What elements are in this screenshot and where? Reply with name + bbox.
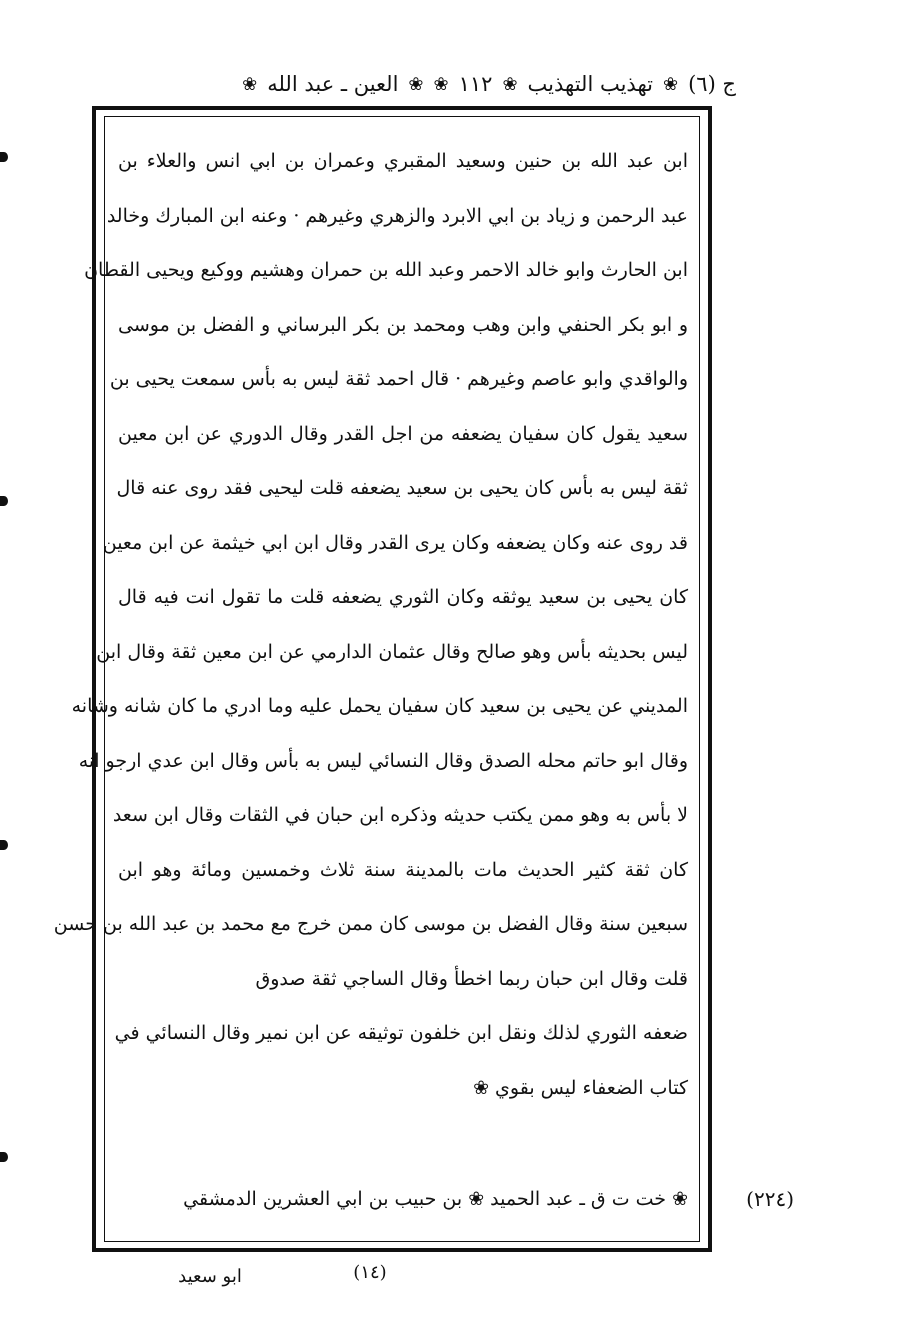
volume-label: ج (٦) <box>688 72 736 96</box>
signature-mark: (١٤) <box>353 1262 387 1283</box>
page-number: ١١٢ <box>458 72 493 96</box>
text-line: وقال ابو حاتم محله الصدق وقال النسائي ليس به بأس وقال ابن عدي ارجو انه <box>78 749 688 772</box>
text-line: لا بأس به وهو ممن يكتب حديثه وذكره ابن حبان في الثقات وقال ابن سعد <box>112 804 688 826</box>
ornament-icon: ❀ <box>408 73 424 95</box>
text-line: ليس بحديثه بأس وهو صالح وقال عثمان الدارمي عن ابن معين ثقة وقال ابن <box>96 640 688 663</box>
text-line: كتاب الضعفاء ليس بقوي ❀ <box>473 1076 688 1099</box>
text-line: عبد الرحمن و زياد بن ابي الابرد والزهري وغيرهم · وعنه ابن المبارك وخالد <box>106 204 688 227</box>
ornament-icon: ❀ <box>502 73 518 95</box>
text-line: سبعين سنة وقال الفضل بن موسى كان ممن خرج مع محمد بن عبد الله بن حسن <box>53 913 688 935</box>
ornament-icon: ❀ <box>242 73 258 95</box>
text-line: كان يحيى بن سعيد يوثقه وكان الثوري يضعفه قلت ما تقول انت فيه قال <box>118 586 688 608</box>
text-line: كان ثقة كثير الحديث مات بالمدينة سنة ثلاث وخمسين ومائة وهو ابن <box>118 858 688 881</box>
text-line: والواقدي وابو عاصم وغيرهم · قال احمد ثقة ليس به بأس سمعت يحيى بن <box>109 368 688 390</box>
catchword: ابو سعيد <box>178 1266 242 1287</box>
text-line: سعيد يقول كان سفيان يضعفه من اجل القدر وقال الدوري عن ابن معين <box>118 422 688 445</box>
text-line: قلت وقال ابن حبان ربما اخطأ وقال الساجي ثقة صدوق <box>255 967 688 990</box>
text-line: قد روى عنه وكان يضعفه وكان يرى القدر وقال ابن ابي خيثمة عن ابن معين <box>102 531 688 554</box>
margin-mark <box>0 152 8 162</box>
text-line: ابن الحارث وابو خالد الاحمر وعبد الله بن حمران وهشيم ووكيع ويحيى القطان <box>84 259 688 281</box>
next-entry-heading: ❀ خت ت ق ـ عبد الحميد ❀ بن حبيب بن ابي العشرين الدمشقي <box>183 1188 688 1210</box>
text-line: المديني عن يحيى بن سعيد كان سفيان يحمل عليه وما ادري ما كان شانه وشانه <box>71 695 688 717</box>
margin-mark <box>0 840 8 850</box>
text-line: ثقة ليس به بأس كان يحيى بن سعيد يضعفه قلت ليحيى فقد روى عنه قال <box>116 477 688 499</box>
ornament-icon: ❀ <box>433 73 449 95</box>
margin-mark <box>0 1152 8 1162</box>
text-line: ضعفه الثوري لذلك ونقل ابن خلفون توثيقه عن ابن نمير وقال النسائي في <box>114 1022 688 1044</box>
main-text <box>53 134 688 1115</box>
margin-mark <box>0 496 8 506</box>
ornament-icon: ❀ <box>662 73 679 95</box>
entry-number: (٢٢٤) <box>746 1187 794 1211</box>
book-title: تهذيب التهذيب <box>527 72 653 96</box>
text-line: و ابو بكر الحنفي وابن وهب ومحمد بن بكر البرساني و الفضل بن موسى <box>118 313 688 336</box>
text-line: ابن عبد الله بن حنين وسعيد المقبري وعمران بن ابي انس والعلاء بن <box>118 150 688 172</box>
running-header <box>96 62 736 106</box>
running-title: العين ـ عبد الله <box>267 72 399 96</box>
